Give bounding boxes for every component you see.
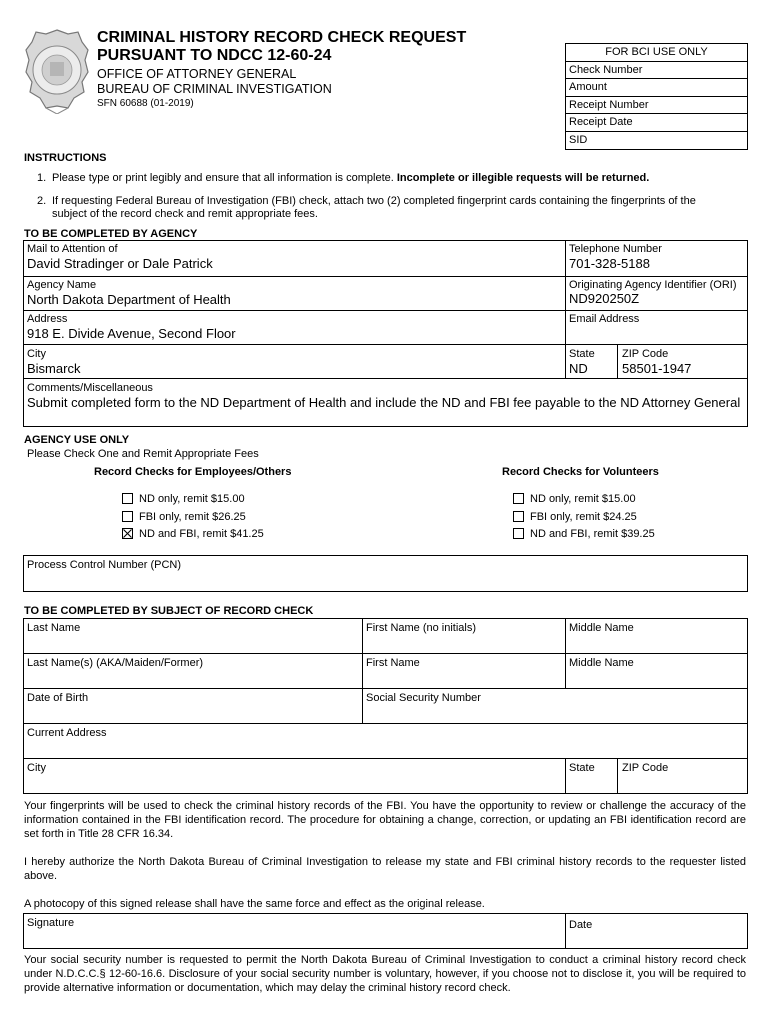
subject-section-heading: TO BE COMPLETED BY SUBJECT OF RECORD CHECK xyxy=(24,605,314,617)
employee-nd-fbi-label: ND and FBI, remit $41.25 xyxy=(139,528,264,540)
subject-aka-name-field[interactable]: Last Name(s) (AKA/Maiden/Former) xyxy=(27,657,204,669)
employee-fbi-only-checkbox[interactable] xyxy=(122,511,133,522)
form-number: SFN 60688 (01-2019) xyxy=(97,98,194,109)
agency-section-heading: TO BE COMPLETED BY AGENCY xyxy=(24,228,198,240)
ssn-notice: Your social security number is requested to permit the North Dakota Bureau of Criminal Investigation to conduct a criminal history record check under N.D.C.C.§ 12-60-16.6. Disclosure of your social security number is voluntary, however, if you choose not to disclose it, you will be required to provide alternative information or documentation, which may delay the criminal history record check. xyxy=(24,954,746,994)
authorization-statement: I hereby authorize the North Dakota Bureau of Criminal Investigation to release my state and FBI criminal history records to the requester listed above. xyxy=(24,856,746,882)
bci-sid[interactable]: SID xyxy=(566,131,747,149)
volunteer-nd-fbi-label: ND and FBI, remit $39.25 xyxy=(530,528,655,540)
subject-address-field[interactable]: Current Address xyxy=(27,727,107,739)
bci-amount[interactable]: Amount xyxy=(566,78,747,96)
instruction-2 xyxy=(52,195,752,221)
volunteer-nd-only-label: ND only, remit $15.00 xyxy=(530,493,636,505)
instructions-heading: INSTRUCTIONS xyxy=(24,152,107,164)
mail-attention-label: Mail to Attention of xyxy=(27,243,118,255)
signature-grid xyxy=(23,913,748,949)
pcn-label: Process Control Number (PCN) xyxy=(27,559,182,571)
phone-label: Telephone Number xyxy=(569,243,662,255)
fingerprint-notice: Your fingerprints will be used to check the criminal history records of the FBI. You have the opportunity to review or challenge the accuracy of the information contained in the FBI identification record. The procedure for obtaining a change, correction, or updating an FBI identification record are set forth in Title 28 CFR 16.34. xyxy=(24,800,746,840)
volunteer-fbi-only-label: FBI only, remit $24.25 xyxy=(530,511,637,523)
bci-badge-seal xyxy=(24,28,90,114)
ori-field[interactable]: ND920250Z xyxy=(569,291,640,306)
subject-city-field[interactable]: City xyxy=(27,762,46,774)
date-field[interactable]: Date xyxy=(569,919,593,931)
comments-label: Comments/Miscellaneous xyxy=(27,382,153,394)
bci-receipt-number[interactable]: Receipt Number xyxy=(566,96,747,114)
badge-icon xyxy=(24,28,90,114)
volunteer-fbi-only-checkbox[interactable] xyxy=(513,511,524,522)
photocopy-statement: A photocopy of this signed release shall have the same force and effect as the original release. xyxy=(24,898,485,910)
office-line1: OFFICE OF ATTORNEY GENERAL xyxy=(97,67,297,81)
subject-ssn-field[interactable]: Social Security Number xyxy=(366,692,481,704)
comments-field[interactable]: Submit completed form to the ND Department of Health and include the ND and FBI fee payable to the ND Attorney General xyxy=(27,395,741,410)
bci-use-box xyxy=(565,43,748,150)
ori-label: Originating Agency Identifier (ORI) xyxy=(569,279,737,291)
volunteers-heading: Record Checks for Volunteers xyxy=(502,466,659,478)
agency-state-field[interactable]: ND xyxy=(569,361,588,376)
check-x-icon xyxy=(123,529,132,538)
instruction-1-number: 1. xyxy=(37,172,47,184)
agency-state-label: State xyxy=(569,348,595,360)
instruction-1-warning: Incomplete or illegible requests will be returned. xyxy=(396,172,650,184)
instruction-2-line2: subject of the record check and remit appropriate fees. xyxy=(52,208,318,220)
agency-name-label: Agency Name xyxy=(27,279,97,291)
email-label: Email Address xyxy=(569,313,640,325)
phone-field[interactable]: 701-328-5188 xyxy=(569,256,650,271)
signature-field[interactable]: Signature xyxy=(27,917,75,929)
employee-nd-only-label: ND only, remit $15.00 xyxy=(139,493,245,505)
form-title-line1: CRIMINAL HISTORY RECORD CHECK REQUEST xyxy=(97,29,467,46)
employees-heading: Record Checks for Employees/Others xyxy=(94,466,292,478)
instruction-2-number: 2. xyxy=(37,195,47,207)
mail-attention-field[interactable]: David Stradinger or Dale Patrick xyxy=(27,256,213,271)
agency-city-field[interactable]: Bismarck xyxy=(27,361,81,376)
agency-zip-field[interactable]: 58501-1947 xyxy=(622,361,692,376)
subject-state-field[interactable]: State xyxy=(569,762,595,774)
subject-last-name-field[interactable]: Last Name xyxy=(27,622,81,634)
volunteer-nd-only-checkbox[interactable] xyxy=(513,493,524,504)
address-field[interactable]: 918 E. Divide Avenue, Second Floor xyxy=(27,326,236,341)
form-title xyxy=(97,29,466,65)
bci-receipt-date[interactable]: Receipt Date xyxy=(566,113,747,131)
agency-city-label: City xyxy=(27,348,46,360)
form-title-line2: PURSUANT TO NDCC 12-60-24 xyxy=(97,47,332,64)
employee-fbi-only-label: FBI only, remit $26.25 xyxy=(139,511,246,523)
bci-check-number[interactable]: Check Number xyxy=(566,61,747,79)
address-label: Address xyxy=(27,313,68,325)
office-line2: BUREAU OF CRIMINAL INVESTIGATION xyxy=(97,82,332,96)
subject-aka-first-name-field[interactable]: First Name xyxy=(366,657,420,669)
agency-use-subheading: Please Check One and Remit Appropriate Fees xyxy=(27,448,259,460)
instruction-1-text: Please type or print legibly and ensure that all information is complete. xyxy=(52,172,394,184)
subject-first-name-field[interactable]: First Name (no initials) xyxy=(366,622,477,634)
bci-use-heading: FOR BCI USE ONLY xyxy=(605,46,708,58)
instruction-2-line1: If requesting Federal Bureau of Investigation (FBI) check, attach two (2) completed fingerprint cards containing the fingerprints of the xyxy=(52,195,696,207)
subject-aka-middle-name-field[interactable]: Middle Name xyxy=(569,657,634,669)
agency-name-field[interactable]: North Dakota Department of Health xyxy=(27,292,231,307)
subject-dob-field[interactable]: Date of Birth xyxy=(27,692,89,704)
issuing-office xyxy=(97,67,332,97)
subject-middle-name-field[interactable]: Middle Name xyxy=(569,622,634,634)
agency-use-heading: AGENCY USE ONLY xyxy=(24,434,130,446)
instruction-1 xyxy=(52,172,752,185)
employee-nd-only-checkbox[interactable] xyxy=(122,493,133,504)
agency-zip-label: ZIP Code xyxy=(622,348,669,360)
employee-nd-fbi-checkbox[interactable] xyxy=(122,528,133,539)
subject-zip-field[interactable]: ZIP Code xyxy=(622,762,669,774)
volunteer-nd-fbi-checkbox[interactable] xyxy=(513,528,524,539)
